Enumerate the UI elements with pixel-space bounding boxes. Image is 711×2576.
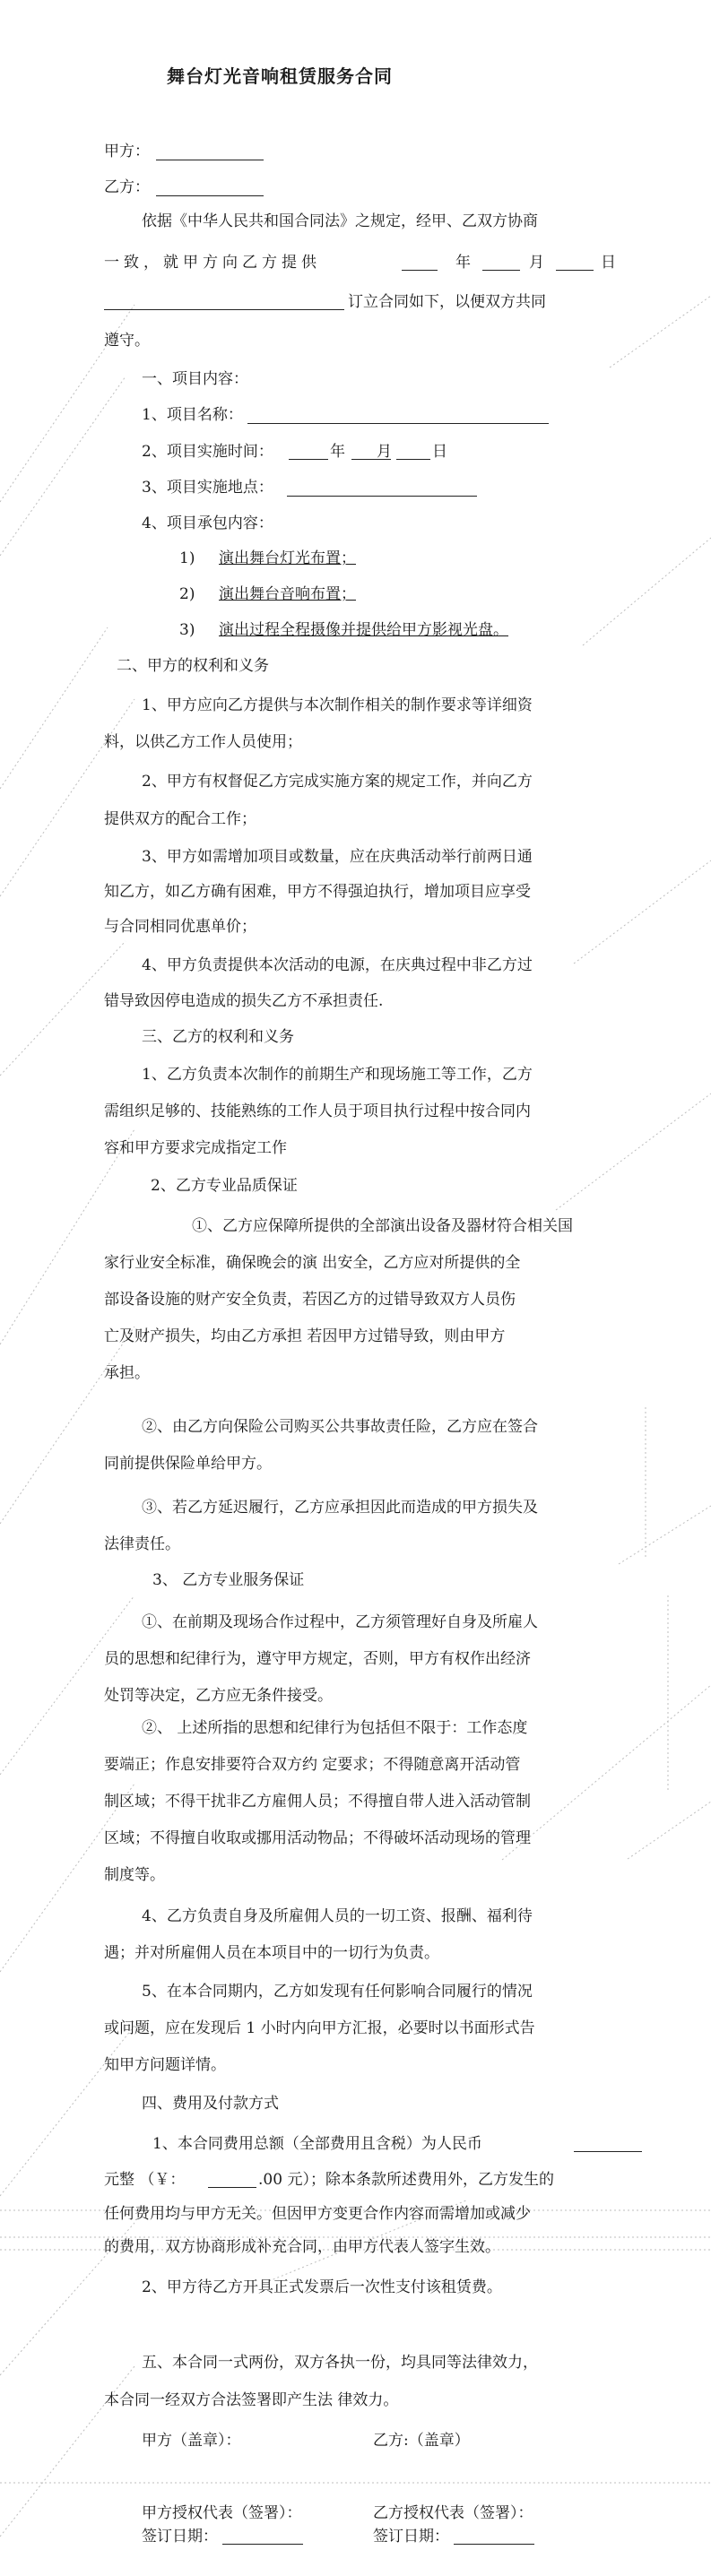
s1-date-blank-y: [289, 459, 328, 460]
s3-sv1-l2: 员的思想和纪律行为，遵守甲方规定，否则，甲方有权作出经济: [104, 1650, 531, 1668]
s1-project-name: 1、项目名称：: [142, 406, 243, 424]
party-b-rep: 乙方授权代表（签署）：: [373, 2504, 533, 2522]
s4-yen-blank: [208, 2187, 256, 2188]
s2-p4-l2: 错导致因停电造成的损失乙方不承担责任.: [104, 992, 384, 1010]
s1-item-3: 演出过程全程摄像并提供给甲方影视光盘。: [219, 621, 508, 639]
s1-place: 3、项目实施地点：: [142, 479, 273, 497]
s1-place-blank: [287, 496, 477, 497]
s3-sv2-l5: 制度等。: [104, 1866, 165, 1884]
intro-year: 年: [455, 254, 471, 272]
s3-sv2-l2: 要端正；作息安排要符合双方约 定要求；不得随意离开活动管: [104, 1756, 521, 1774]
s2-p2-l2: 提供双方的配合工作；: [104, 810, 256, 828]
s2-p4-l1: 4、甲方负责提供本次活动的电源，在庆典过程中非乙方过: [142, 956, 533, 974]
s4-p1-l2-mid: .00 元）；除本条款所述费用外，乙方发生的: [258, 2171, 554, 2189]
intro-blank-year: [482, 270, 520, 271]
s2-p1-l1: 1、甲方应向乙方提供与本次制作相关的制作要求等详细资: [142, 696, 533, 714]
s3-sv2-l3: 制区域；不得干扰非乙方雇佣人员；不得擅自带人进入活动管制: [104, 1793, 531, 1811]
s1-date-day: 日: [432, 443, 447, 461]
s2-p3-l3: 与合同相同优惠单价；: [104, 918, 256, 936]
party-b-seal: 乙方:（盖章）: [373, 2432, 470, 2450]
party-b-label: 乙方：: [104, 178, 150, 196]
s1-project-name-blank: [247, 423, 549, 424]
intro-line-1: 依据《中华人民共和国合同法》之规定，经甲、乙双方协商: [142, 212, 538, 230]
s3-p4-l1: 4、乙方负责自身及所雇佣人员的一切工资、报酬、福利待: [142, 1907, 533, 1925]
s3-p4-l2: 遇；并对所雇佣人员在本项目中的一切行为负责。: [104, 1944, 439, 1962]
s1-item-1: 演出舞台灯光布置；: [219, 549, 356, 567]
s5-line-1: 五、本合同一式两份，双方各执一份，均具同等法律效力，: [142, 2354, 538, 2372]
intro-day: 日: [601, 254, 616, 272]
s3-q2-l1: ②、由乙方向保险公司购买公共事故责任险，乙方应在签合: [142, 1418, 538, 1436]
s3-q1-l1: ①、乙方应保障所提供的全部演出设备及器材符合相关国: [192, 1217, 573, 1235]
s3-quality-heading: 2、乙方专业品质保证: [151, 1177, 298, 1195]
s1-item-2: 演出舞台音响布置；: [219, 585, 356, 603]
party-a-seal: 甲方（盖章）：: [142, 2432, 241, 2450]
party-b-blank: [156, 195, 264, 196]
s3-service-heading: 3、 乙方专业服务保证: [152, 1571, 305, 1589]
party-a-date-blank: [222, 2544, 303, 2545]
intro-blank-long: [104, 309, 344, 310]
contract-title: 舞台灯光音响租赁服务合同: [167, 65, 393, 87]
s1-date-month: 月: [377, 443, 392, 461]
s2-p1-l2: 料，以供乙方工作人员使用；: [104, 733, 302, 751]
s4-p1-l3: 任何费用均与甲方无关。但因甲方变更合作内容而需增加或减少: [104, 2205, 531, 2223]
s3-sv1-l1: ①、在前期及现场合作过程中，乙方须管理好自身及所雇人: [142, 1613, 538, 1631]
s5-line-2: 本合同一经双方合法签署即产生法 律效力。: [104, 2391, 399, 2409]
s2-heading: 二、甲方的权利和义务: [117, 657, 269, 675]
s4-p1-l4: 的费用，双方协商形成补充合同，由甲方代表人签字生效。: [104, 2238, 500, 2256]
s3-sv2-l4: 区域；不得擅自收取或挪用活动物品；不得破坏活动现场的管理: [104, 1829, 531, 1847]
s3-sv2-l1: ②、 上述所指的思想和纪律行为包括但不限于：工作态度: [142, 1719, 528, 1737]
s2-p2-l1: 2、甲方有权督促乙方完成实施方案的规定工作，并向乙方: [142, 773, 533, 791]
s3-p1-l1: 1、乙方负责本次制作的前期生产和现场施工等工作，乙方: [142, 1066, 533, 1084]
s4-amount-blank: [574, 2151, 642, 2152]
intro-line-3: 订立合同如下，以便双方共同: [348, 293, 546, 311]
s1-scope: 4、项目承包内容：: [142, 514, 273, 532]
s1-item-2-no: 2): [179, 585, 195, 603]
s3-q2-l2: 同前提供保险单给甲方。: [104, 1455, 272, 1473]
s1-item-3-no: 3): [179, 621, 195, 639]
s4-p2: 2、甲方待乙方开具正式发票后一次性支付该租赁费。: [142, 2278, 502, 2296]
s2-p3-l2: 知乙方，如乙方确有困难，甲方不得强迫执行，增加项目应享受: [104, 883, 531, 901]
s2-p3-l1: 3、甲方如需增加项目或数量，应在庆典活动举行前两日通: [142, 848, 533, 866]
party-a-label: 甲方：: [104, 143, 150, 160]
intro-line-2: 一致，就甲方向乙方提供: [104, 254, 321, 272]
s4-heading: 四、费用及付款方式: [142, 2095, 279, 2113]
s3-q1-l3: 部设备设施的财产安全负责，若因乙方的过错导致双方人员伤: [104, 1291, 516, 1309]
s3-p5-l2: 或问题，应在发现后 1 小时内向甲方汇报，必要时以书面形式告: [104, 2019, 535, 2037]
s3-p1-l2: 需组织足够的、技能熟练的工作人员于项目执行过程中按合同内: [104, 1102, 531, 1120]
s3-p5-l1: 5、在本合同期内，乙方如发现有任何影响合同履行的情况: [142, 1983, 533, 2001]
party-b-date: 签订日期：: [373, 2528, 449, 2546]
s1-item-1-no: 1): [179, 549, 195, 567]
intro-blank-month: [556, 270, 594, 271]
s3-q1-l5: 承担。: [104, 1364, 150, 1382]
s1-heading: 一、项目内容：: [142, 370, 248, 388]
s3-sv1-l3: 处罚等决定，乙方应无条件接受。: [104, 1687, 333, 1705]
s3-q3-l2: 法律责任。: [104, 1535, 180, 1553]
s3-p1-l3: 容和甲方要求完成指定工作: [104, 1139, 287, 1157]
s1-date-label: 2、项目实施时间：: [142, 443, 273, 461]
s3-q1-l4: 亡及财产损失，均由乙方承担 若因甲方过错导致，则由甲方: [104, 1327, 506, 1345]
party-b-date-blank: [454, 2544, 534, 2545]
party-a-rep: 甲方授权代表（签署）：: [142, 2504, 302, 2522]
s3-p5-l3: 知甲方问题详情。: [104, 2056, 226, 2074]
intro-month: 月: [529, 254, 544, 272]
s1-date-year: 年: [330, 443, 345, 461]
s3-q1-l2: 家行业安全标准，确保晚会的演 出安全，乙方应对所提供的全: [104, 1254, 521, 1272]
s3-heading: 三、乙方的权利和义务: [142, 1028, 294, 1046]
s1-date-blank-d: [396, 459, 430, 460]
s4-p1-l1: 1、本合同费用总额（全部费用且含税）为人民币: [152, 2135, 482, 2153]
intro-blank-a: [402, 270, 438, 271]
intro-line-4: 遵守。: [104, 332, 150, 350]
party-a-date: 签订日期：: [142, 2528, 218, 2546]
s4-p1-l2-pre: 元整 （￥：: [104, 2171, 186, 2189]
s3-q3-l1: ③、若乙方延迟履行，乙方应承担因此而造成的甲方损失及: [142, 1499, 538, 1517]
